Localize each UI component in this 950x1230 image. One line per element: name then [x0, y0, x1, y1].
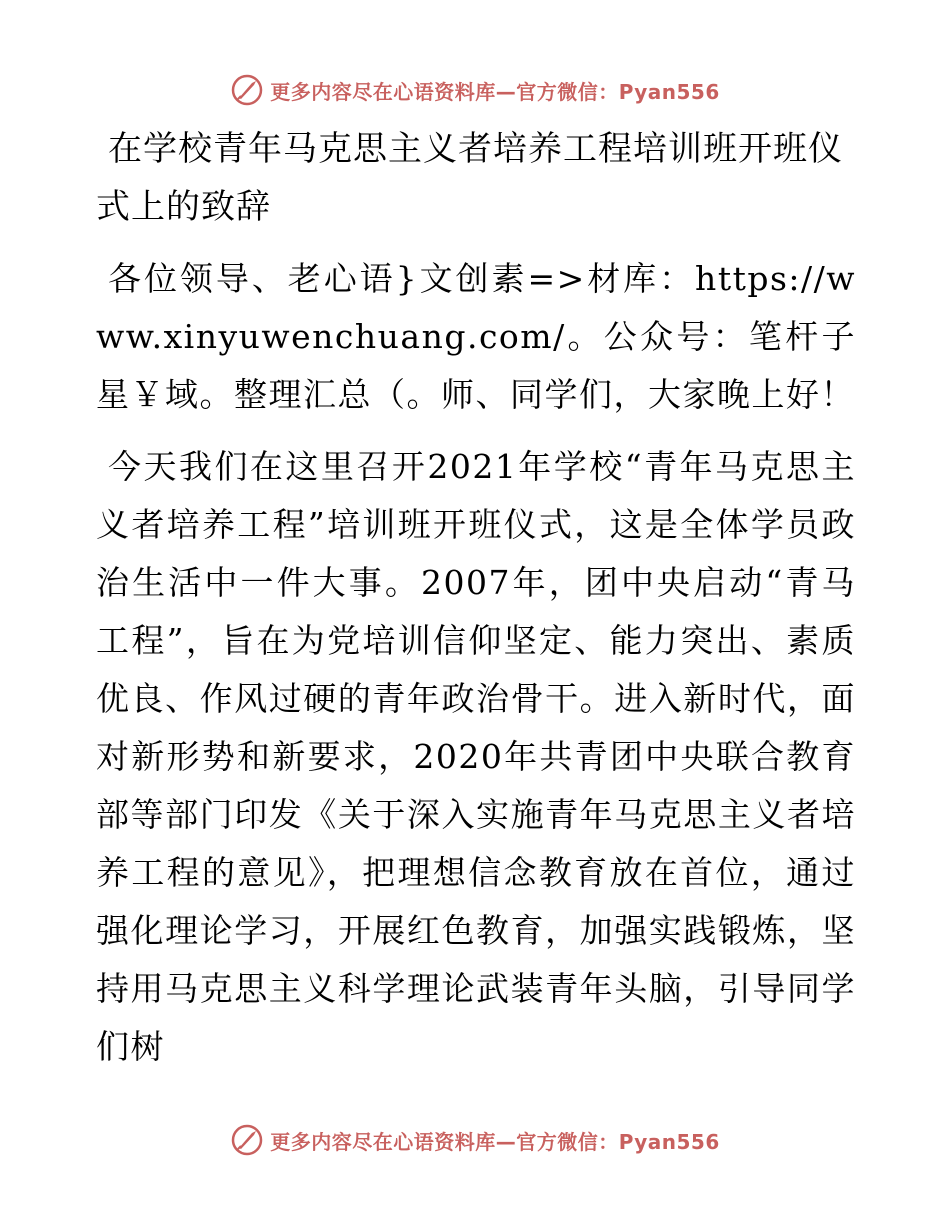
quill-pen-logo-icon	[230, 1123, 264, 1157]
header-banner	[0, 72, 950, 108]
quill-pen-logo-icon	[230, 73, 264, 107]
paragraph-greeting: 各位领导、老心语}文创素=>材库：https://www.xinyuwenchuang.com/。公众号：笔杆子星￥域。整理汇总（。师、同学们，大家晚上好！	[96, 259, 856, 414]
footer-banner-text: 更多内容尽在心语资料库—官方微信：Pyan556	[270, 1129, 720, 1154]
header-banner-text: 更多内容尽在心语资料库—官方微信：Pyan556	[270, 79, 720, 104]
document-title: 在学校青年马克思主义者培养工程培训班开班仪式上的致辞	[96, 129, 843, 227]
paragraph-body: 今天我们在这里召开2021年学校“青年马克思主义者培养工程”培训班开班仪式，这是全体学员政治生活中一件大事。2007年，团中央启动“青马工程”，旨在为党培训信仰坚定、能力突出、素质优良、作风过硬的青年政治骨干。进入新时代，面对新形势和新要求，2020年共青团中央联合教育部等部门印发《关于深入实施青年马克思主义者培养工程的意见》，把理想信念教育放在首位，通过强化理论学习，开展红色教育，加强实践锻炼，坚持用马克思主义科学理论武装青年头脑，引导同学们树	[96, 447, 856, 1066]
document-body	[96, 120, 856, 1090]
footer-banner	[0, 1122, 950, 1158]
